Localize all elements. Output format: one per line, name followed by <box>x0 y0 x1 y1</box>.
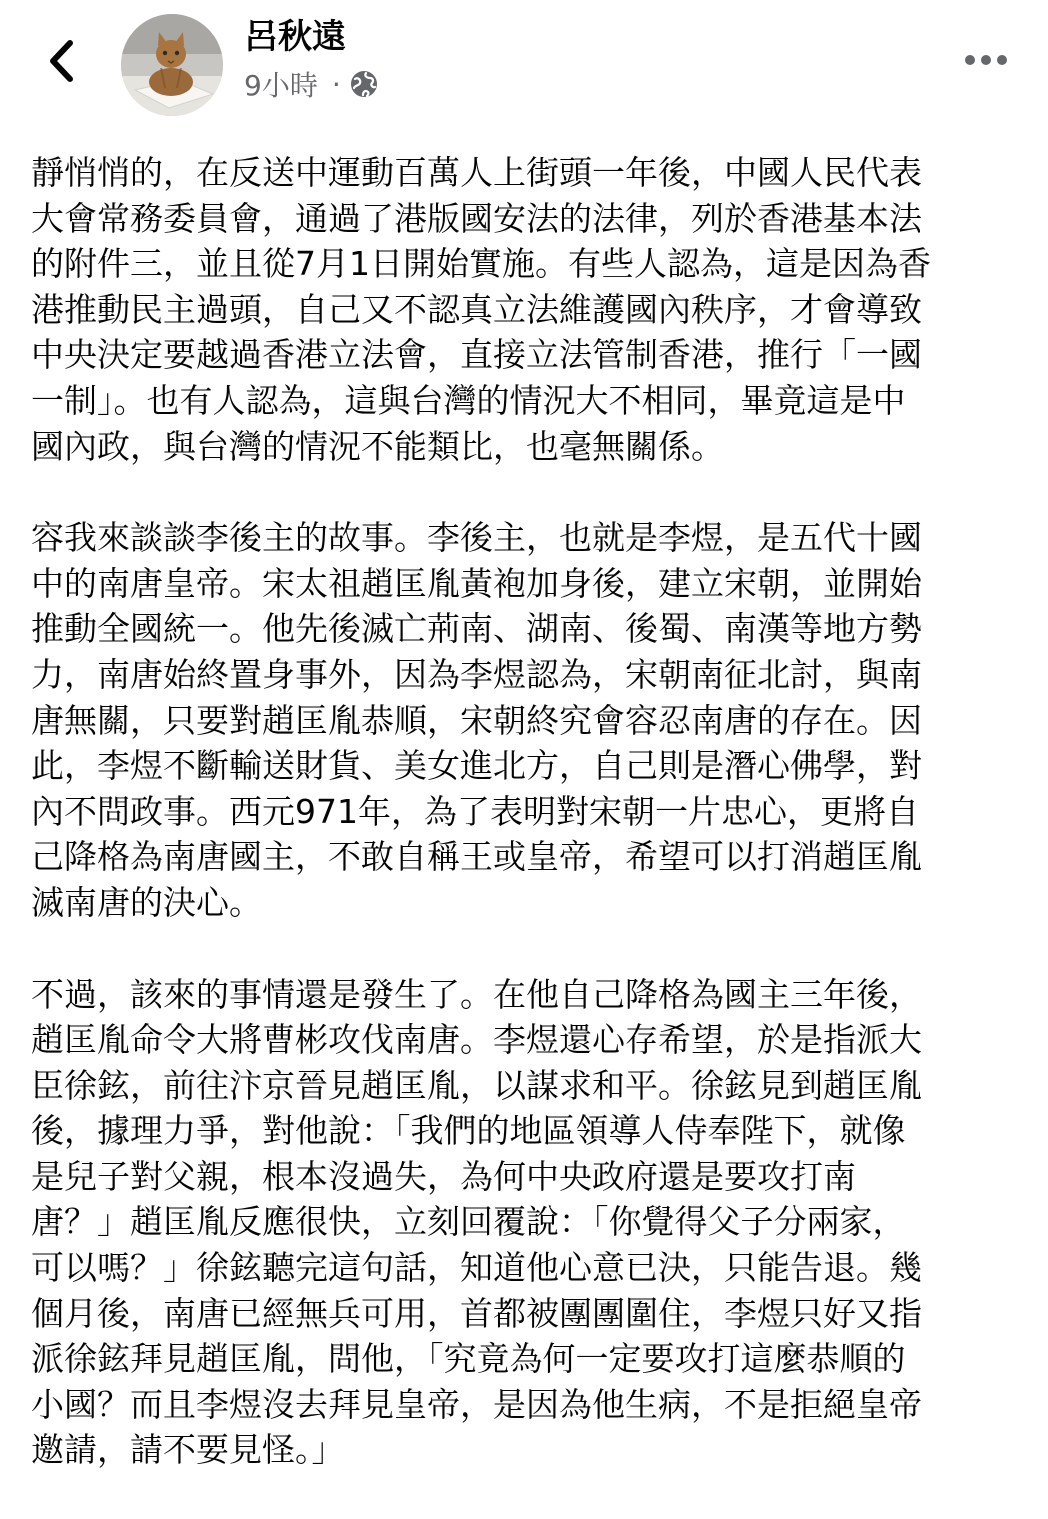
more-dots-icon <box>964 54 1008 66</box>
back-button[interactable] <box>36 34 86 88</box>
cat-avatar-icon <box>121 14 223 116</box>
post-paragraph: 容我來談談李後主的故事。李後主，也就是李煜，是五代十國 中的南唐皇帝。宋太祖趙匡胤黃袍加身後，建立宋朝，並開始 推動全國統一。他先後滅亡荊南、湖南、後蜀、南漢等地方勢 力，南唐始終置身事外，因為李煜認為，宋朝南征北討，與南 唐無關，只要對趙匡胤恭順，宋朝終究會容忍南唐的存在。因 此，李煜不斷輸送財貨、美女進北方，自己則是潛心佛學，對 內不問政事。西元971年，為了表明對宋朝一片忠心，更將自 己降格為南唐國主，不敢自稱王或皇帝，希望可以打消趙匡胤 滅南唐的決心。 <box>31 518 922 922</box>
globe-icon <box>349 69 379 99</box>
avatar[interactable] <box>121 14 223 116</box>
meta-separator: · <box>331 67 341 101</box>
more-options-button[interactable] <box>958 40 1014 80</box>
post-header <box>0 0 1048 120</box>
post-paragraph: 靜悄悄的，在反送中運動百萬人上街頭一年後，中國人民代表 大會常務委員會，通過了港版國安法的法律，列於香港基本法 的附件三，並且從7月1日開始實施。有些人認為，這是因為香 港推動民主過頭，自己又不認真立法維護國內秩序，才會導致 中央決定要越過香港立法會，直接立法管制香港，推行「一國 一制」。也有人認為，這與台灣的情況大不相同，畢竟這是中 國內政，與台灣的情況不能類比，也毫無關係。 <box>31 153 931 466</box>
post-meta <box>244 64 379 104</box>
chevron-left-icon <box>47 39 75 83</box>
post-body <box>31 150 1016 1519</box>
author-name[interactable]: 呂秋遠 <box>244 17 346 57</box>
post-paragraph: 不過，該來的事情還是發生了。在他自己降格為國主三年後， 趙匡胤命令大將曹彬攻伐南唐。李煜還心存希望，於是指派大 臣徐鉉，前往汴京晉見趙匡胤，以謀求和平。徐鉉見到趙匡胤 後，據理力爭，對他說：「我們的地區領導人侍奉陛下，就像 是兒子對父親，根本沒過失，為何中央政府還是要攻打南 唐？」趙匡胤反應很快，立刻回覆說：「你覺得父子分兩家， 可以嗎？」徐鉉聽完這句話，知道他心意已決，只能告退。幾 個月後，南唐已經無兵可用，首都被團團圍住，李煜只好又指 派徐鉉拜見趙匡胤，問他，「究竟為何一定要攻打這麼恭順的 小國？而且李煜沒去拜見皇帝，是因為他生病，不是拒絕皇帝 邀請，請不要見怪。」 <box>31 974 922 1470</box>
post-timestamp[interactable]: 9小時 <box>244 69 318 102</box>
